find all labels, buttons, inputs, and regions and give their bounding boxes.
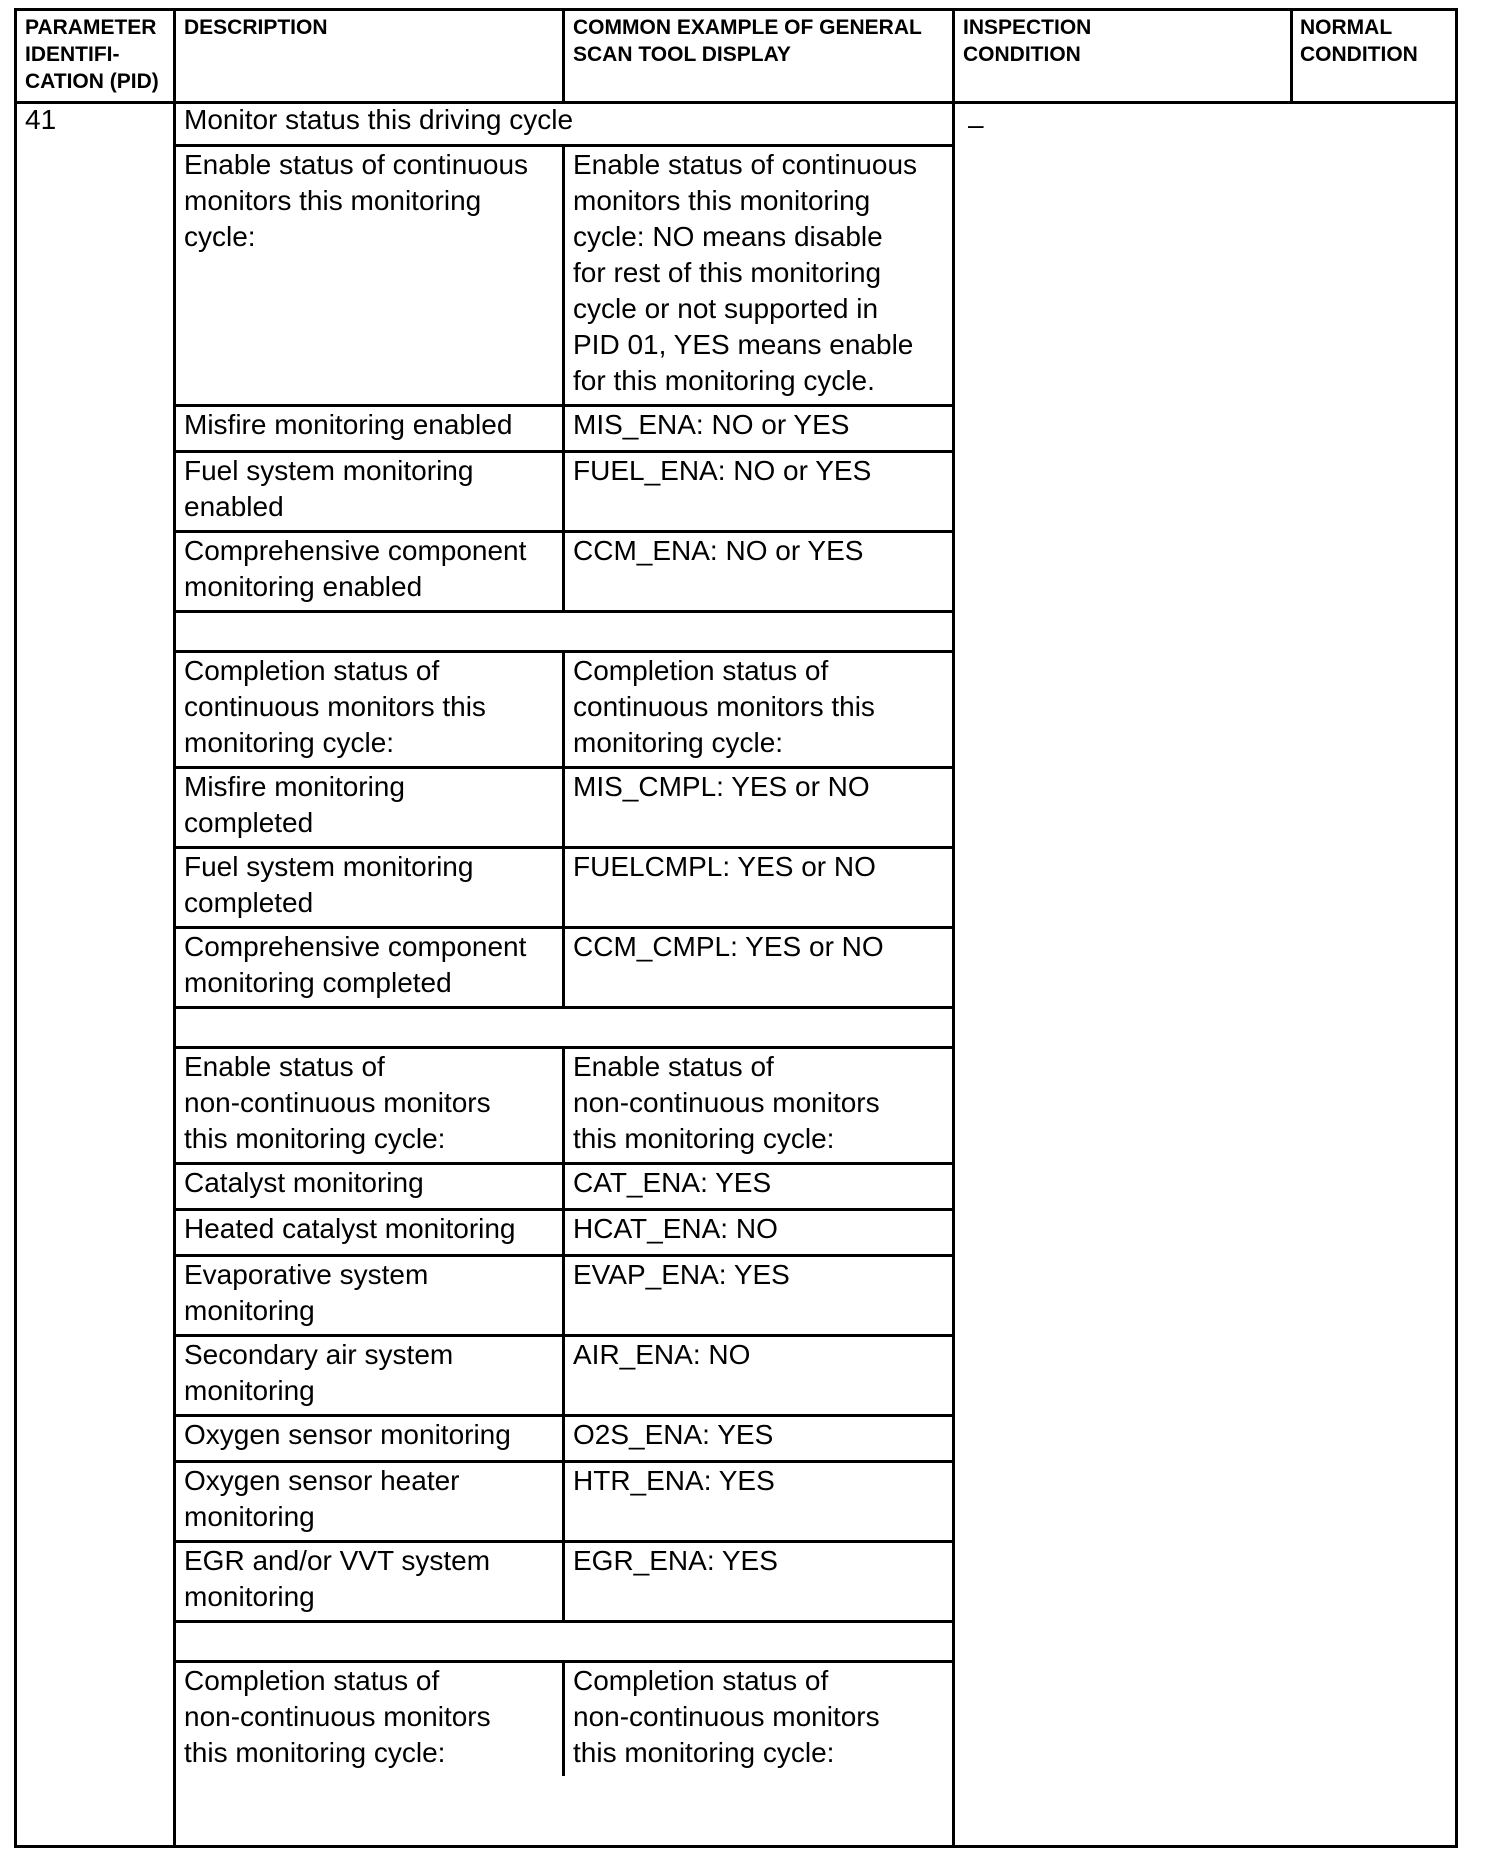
column-divider (562, 766, 565, 846)
column-divider (562, 450, 565, 530)
row-description: Fuel system monitoring enabled (184, 455, 474, 522)
row-description: Heated catalyst monitoring (184, 1213, 516, 1244)
column-divider (1290, 11, 1293, 101)
header-inspection: INSPECTION CONDITION (963, 16, 1092, 66)
row-scan-display: EVAP_ENA: YES (573, 1259, 790, 1290)
column-divider (562, 1414, 565, 1460)
section-title: Monitor status this driving cycle (184, 104, 574, 135)
pid-table (14, 8, 1458, 1848)
row-scan-display: Enable status of continuous monitors this monitoring cycle: NO means disable for rest of this monitoring cycle or not supported in PID 01, YES means enable for this monitoring cycle. (573, 149, 918, 396)
column-divider (562, 1660, 565, 1776)
row-scan-display: AIR_ENA: NO (573, 1339, 751, 1370)
row-scan-display: HCAT_ENA: NO (573, 1213, 778, 1244)
row-description: Misfire monitoring completed (184, 771, 405, 838)
row-description: Oxygen sensor monitoring (184, 1419, 511, 1450)
row-scan-display: CCM_ENA: NO or YES (573, 535, 864, 566)
row-description: Comprehensive component monitoring completed (184, 931, 527, 998)
column-divider (562, 1540, 565, 1620)
column-divider (562, 11, 565, 101)
row-scan-display: MIS_CMPL: YES or NO (573, 771, 870, 802)
row-description: Completion status of non-continuous monitors this monitoring cycle: (184, 1665, 491, 1768)
row-description: Completion status of continuous monitors this monitoring cycle: (184, 655, 486, 758)
column-divider (562, 144, 565, 404)
column-divider (562, 1208, 565, 1254)
column-divider (562, 530, 565, 610)
row-divider (173, 610, 955, 613)
inspection-value: – (968, 109, 984, 140)
row-scan-display: MIS_ENA: NO or YES (573, 409, 850, 440)
row-description: Misfire monitoring enabled (184, 409, 513, 440)
column-divider (562, 1046, 565, 1162)
row-description: Catalyst monitoring (184, 1167, 424, 1198)
row-description: EGR and/or VVT system monitoring (184, 1545, 491, 1612)
row-description: Evaporative system monitoring (184, 1259, 429, 1326)
row-description: Oxygen sensor heater monitoring (184, 1465, 460, 1532)
row-scan-display: FUEL_ENA: NO or YES (573, 455, 872, 486)
row-description: Fuel system monitoring completed (184, 851, 474, 918)
row-description: Enable status of continuous monitors this monitoring cycle: (184, 149, 529, 252)
header-description: DESCRIPTION (184, 16, 328, 39)
row-description: Secondary air system monitoring (184, 1339, 454, 1406)
row-scan-display: EGR_ENA: YES (573, 1545, 778, 1576)
row-scan-display: Enable status of non-continuous monitors this monitoring cycle: (573, 1051, 880, 1154)
row-scan-display: CAT_ENA: YES (573, 1167, 772, 1198)
header-normal: NORMAL CONDITION (1300, 16, 1418, 66)
column-divider (562, 404, 565, 450)
column-divider (562, 926, 565, 1006)
row-scan-display: Completion status of continuous monitors this monitoring cycle: (573, 655, 875, 758)
row-scan-display: O2S_ENA: YES (573, 1419, 774, 1450)
column-divider (562, 1334, 565, 1414)
pid-value: 41 (25, 104, 57, 135)
column-divider (562, 1460, 565, 1540)
row-description: Enable status of non-continuous monitors this monitoring cycle: (184, 1051, 491, 1154)
header-display: COMMON EXAMPLE OF GENERAL SCAN TOOL DISPLAY (573, 16, 922, 66)
row-description: Comprehensive component monitoring enabled (184, 535, 527, 602)
column-divider (562, 1254, 565, 1334)
column-divider (562, 1162, 565, 1208)
row-scan-display: FUELCMPL: YES or NO (573, 851, 876, 882)
row-divider (173, 1006, 955, 1009)
row-scan-display: HTR_ENA: YES (573, 1465, 775, 1496)
row-scan-display: Completion status of non-continuous monitors this monitoring cycle: (573, 1665, 880, 1768)
header-pid: PARAMETER IDENTIFI- CATION (PID) (25, 16, 159, 93)
row-scan-display: CCM_CMPL: YES or NO (573, 931, 884, 962)
column-divider (562, 846, 565, 926)
row-divider (173, 1620, 955, 1623)
column-divider (562, 650, 565, 766)
